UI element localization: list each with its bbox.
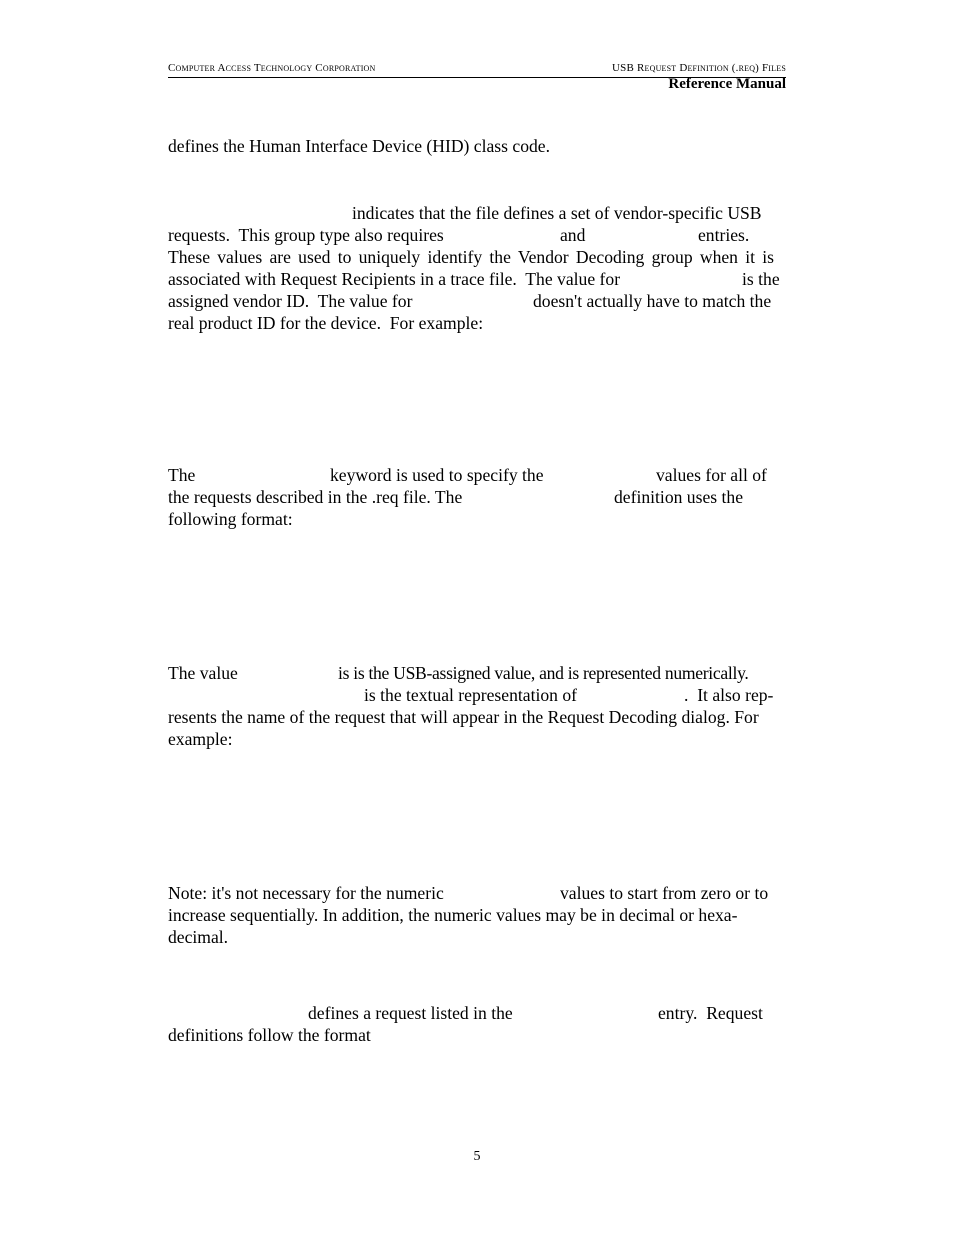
body-line: indicates that the file defines a set of vendor-specific USB [352, 203, 762, 223]
body-segment: The value [168, 663, 238, 683]
body-line: real product ID for the device. For example: [168, 313, 484, 333]
body-segment: defines a request listed in the [308, 1003, 513, 1023]
body-segment: keyword is used to specify the [330, 465, 544, 485]
body-line: decimal. [168, 927, 229, 947]
body-line: defines the Human Interface Device (HID) class code. [168, 136, 550, 156]
body-segment: is the [742, 269, 780, 289]
body-segment: values to start from zero or to [560, 883, 769, 903]
body-segment: and [560, 225, 586, 245]
body-segment: definition uses the [614, 487, 743, 507]
body-segment: entry. Request [658, 1003, 763, 1023]
body-line: following format: [168, 509, 293, 529]
body-segment: is the textual representation of [364, 685, 578, 705]
body-segment: values for all of [656, 465, 767, 485]
running-header-right: USB Request Definition (.req) Files [612, 62, 786, 74]
body-segment: The [168, 465, 196, 485]
body-segment: is is the USB-assigned value, and is represented numerically. [338, 663, 749, 683]
body-segment: the requests described in the .req file. The [168, 487, 463, 507]
body-line: example: [168, 729, 233, 749]
body-segment: assigned vendor ID. The value for [168, 291, 413, 311]
body-segment: associated with Request Recipients in a trace file. The value for [168, 269, 621, 289]
body-line: increase sequentially. In addition, the numeric values may be in decimal or hexa- [168, 905, 738, 925]
body-segment: requests. This group type also requires [168, 225, 444, 245]
page-number: 5 [473, 1149, 481, 1164]
body-line: resents the name of the request that will appear in the Request Decoding dialog. For [168, 707, 759, 727]
body-line: These values are used to uniquely identify the Vendor Decoding group when it is [168, 247, 774, 267]
body-line: definitions follow the format [168, 1025, 371, 1045]
body-segment: doesn't actually have to match the [533, 291, 772, 311]
body-segment: entries. [698, 225, 750, 245]
running-header-left: Computer Access Technology Corporation [168, 62, 376, 74]
body-segment: Note: it's not necessary for the numeric [168, 883, 444, 903]
running-header-subtitle: Reference Manual [668, 76, 786, 92]
body-segment: . It also rep- [684, 685, 774, 705]
